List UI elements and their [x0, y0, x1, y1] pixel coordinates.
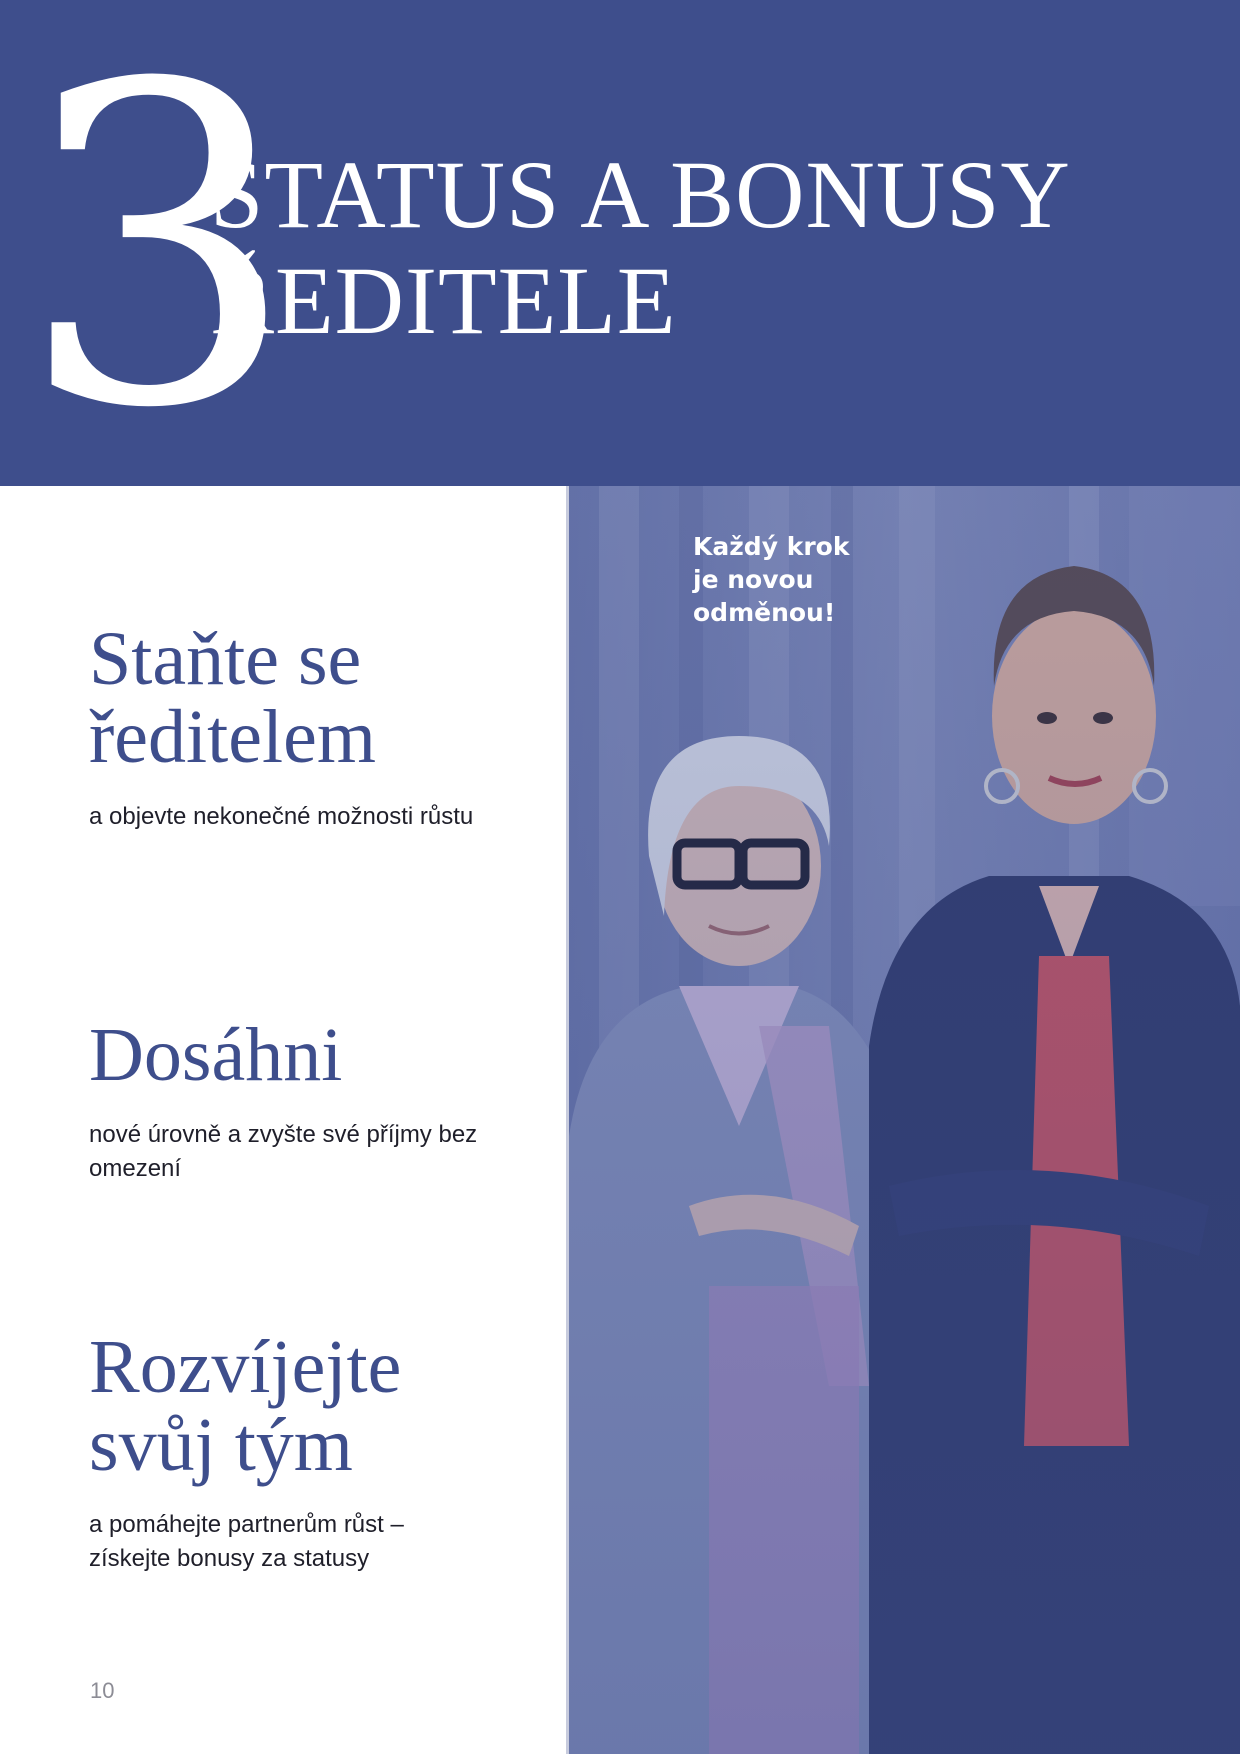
section-heading-line-2: ředitelem: [89, 695, 376, 779]
chapter-title: [210, 142, 1071, 354]
section-become-director: [89, 617, 539, 834]
section-heading: [89, 1325, 539, 1487]
photo-illustration: [569, 486, 1240, 1754]
section-develop-team: [89, 1325, 539, 1576]
section-heading-line-1: Rozvíjejte: [89, 1325, 402, 1409]
section-heading: [89, 1013, 539, 1097]
tagline-line-2: je novou: [693, 565, 814, 594]
photo-tagline: [693, 530, 849, 629]
chapter-number: 3: [18, 0, 298, 486]
section-reach: [89, 1013, 539, 1186]
section-text: a pomáhejte partnerům růst – získejte bonusy za statusy: [89, 1511, 404, 1572]
tagline-line-1: Každý krok: [693, 532, 850, 561]
section-heading: [89, 617, 539, 779]
section-heading-line-1: Dosáhni: [89, 1013, 343, 1097]
chapter-title-line-2: ŘEDITELE: [210, 247, 677, 354]
team-photo: [569, 486, 1240, 1754]
chapter-title-line-1: STATUS A BONUSY: [210, 141, 1071, 248]
section-text: a objevte nekonečné možnosti růstu: [89, 803, 474, 830]
section-text: nové úrovně a zvyšte své příjmy bez omezení: [89, 1121, 478, 1182]
section-heading-line-1: Staňte se: [89, 617, 362, 701]
page-number: 10: [90, 1678, 115, 1703]
content-column: [0, 486, 567, 1754]
tagline-line-3: odměnou!: [693, 598, 836, 627]
section-heading-line-2: svůj tým: [89, 1403, 353, 1487]
chapter-header: [0, 0, 1240, 486]
